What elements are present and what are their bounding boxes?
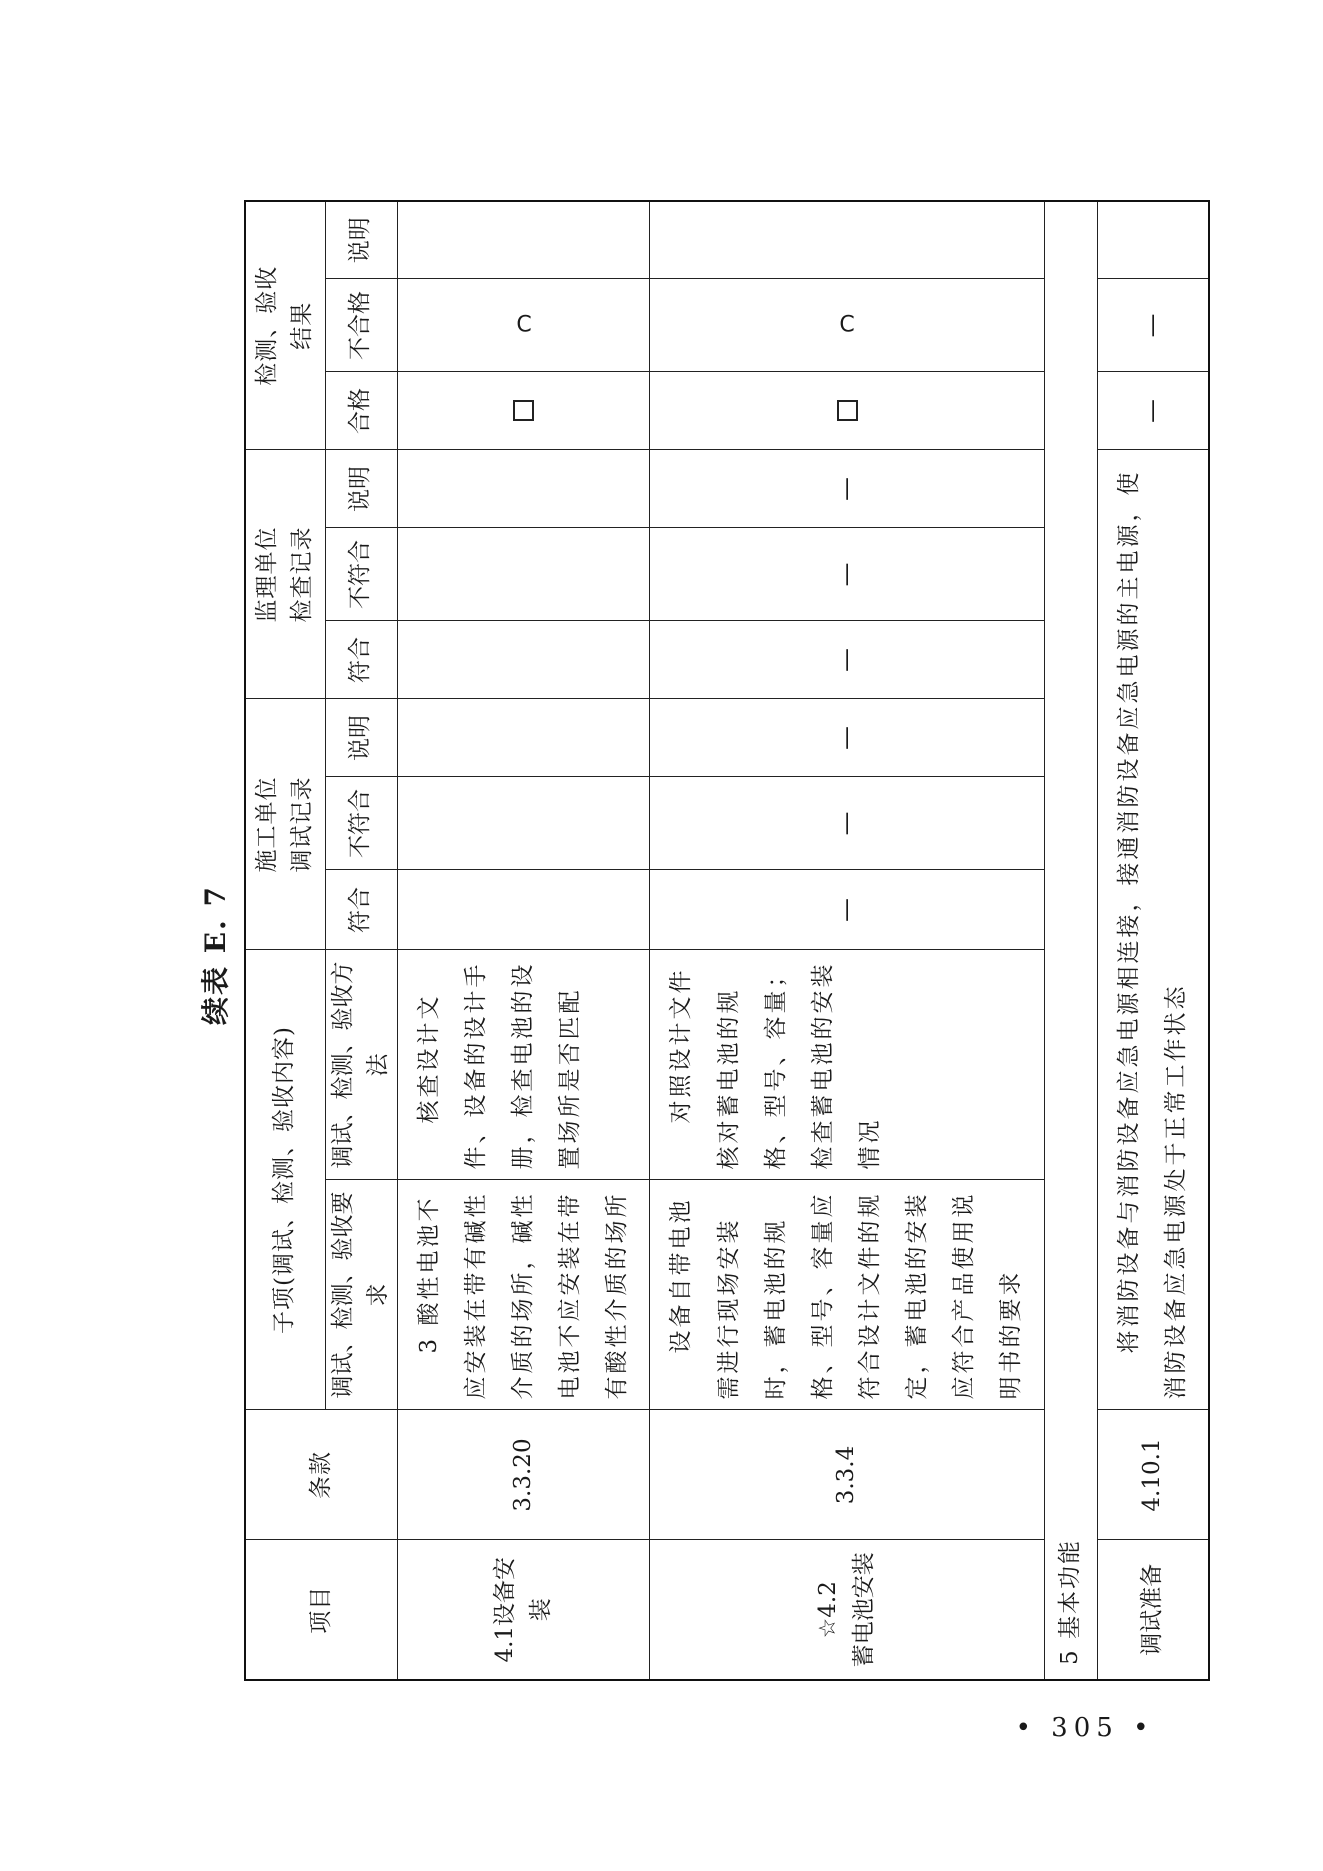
header-supervision-note: 说明 [325,450,397,528]
table-row [1097,201,1209,1680]
row2-construction-conform: — [650,870,1044,950]
row2-requirement: 设备自带电池需进行现场安装时，蓄电池的规格、型号、容量应符合设计文件的规定，蓄电池的安装应符合产品使用说明书的要求 [650,1180,1044,1410]
row2-construction-nonconform: — [650,777,1044,870]
row1-project: 4.1设备安装 [397,1540,650,1680]
row2-result-note [650,201,1044,279]
header-construction-note: 说明 [325,699,397,777]
inspection-table [244,200,1210,1681]
row2-project [650,1540,1044,1680]
table-row [650,201,1044,1680]
header-construction-conform: 符合 [325,870,397,950]
header-supervision-conform: 符合 [325,621,397,699]
row2-result-pass[interactable] [650,372,1044,450]
header-result-note: 说明 [325,201,397,279]
row1-construction-nonconform [397,777,650,870]
row1-construction-note [397,699,650,777]
page-number: • 305 • [1015,1713,1155,1743]
header-result: 检测、验收 结果 [245,201,325,450]
circle-mark-icon[interactable]: C [839,312,855,338]
header-supervision-record: 监理单位 检查记录 [245,450,325,699]
row2-construction-note: — [650,699,1044,777]
row1-result-note [397,201,650,279]
row3-clause: 4.10.1 [1097,1410,1209,1540]
row1-result-fail[interactable] [397,279,650,372]
section-5-label: 5 基本功能 [1044,201,1097,1680]
row1-result-pass[interactable] [397,372,650,450]
row3-result-pass: — [1097,372,1209,450]
row3-project: 调试准备 [1097,1540,1209,1680]
row3-result-fail: — [1097,279,1209,372]
row2-project-mark: ☆4.2 [815,1581,842,1639]
header-subitem: 子项(调试、检测、验收内容) [245,950,325,1410]
row3-result-note [1097,201,1209,279]
section-row [1044,201,1097,1680]
row1-construction-conform [397,870,650,950]
row2-supervision-nonconform: — [650,528,1044,621]
header-result-pass: 合格 [325,372,397,450]
row1-supervision-nonconform [397,528,650,621]
header-construction-record: 施工单位 调试记录 [245,699,325,950]
row3-content: 将消防设备与消防设备应急电源相连接，接通消防设备应急电源的主电源，使消防设备应急电源处于正常工作状态 [1097,450,1209,1410]
header-method: 调试、检测、验收方法 [325,950,397,1180]
table-row [397,201,650,1680]
circle-mark-icon[interactable]: C [516,312,532,338]
row1-method: 核查设计文件、设备的设计手册，检查电池的设置场所是否匹配 [397,950,650,1180]
row2-clause: 3.3.4 [650,1410,1044,1540]
header-result-fail: 不合格 [325,279,397,372]
row1-supervision-conform [397,621,650,699]
row2-method: 对照设计文件核对蓄电池的规格、型号、容量；检查蓄电池的安装情况 [650,950,1044,1180]
row1-supervision-note [397,450,650,528]
row2-result-fail[interactable] [650,279,1044,372]
header-construction-nonconform: 不符合 [325,777,397,870]
checkbox-icon[interactable] [837,400,858,421]
rotated-table-area [244,202,1189,1681]
row2-project-name: 蓄电池安装 [851,1552,878,1668]
table-caption: 续表 E. 7 [199,884,232,1026]
row2-supervision-note: — [650,450,1044,528]
table-container [244,202,1189,1681]
row1-clause: 3.3.20 [397,1410,650,1540]
row1-requirement: 3 酸性电池不应安装在带有碱性介质的场所，碱性电池不应安装在带有酸性介质的场所 [397,1180,650,1410]
header-requirement: 调试、检测、验收要求 [325,1180,397,1410]
row2-supervision-conform: — [650,621,1044,699]
checkbox-icon[interactable] [513,400,534,421]
header-clause: 条款 [245,1410,397,1540]
header-project: 项目 [245,1540,397,1680]
header-supervision-nonconform: 不符合 [325,528,397,621]
